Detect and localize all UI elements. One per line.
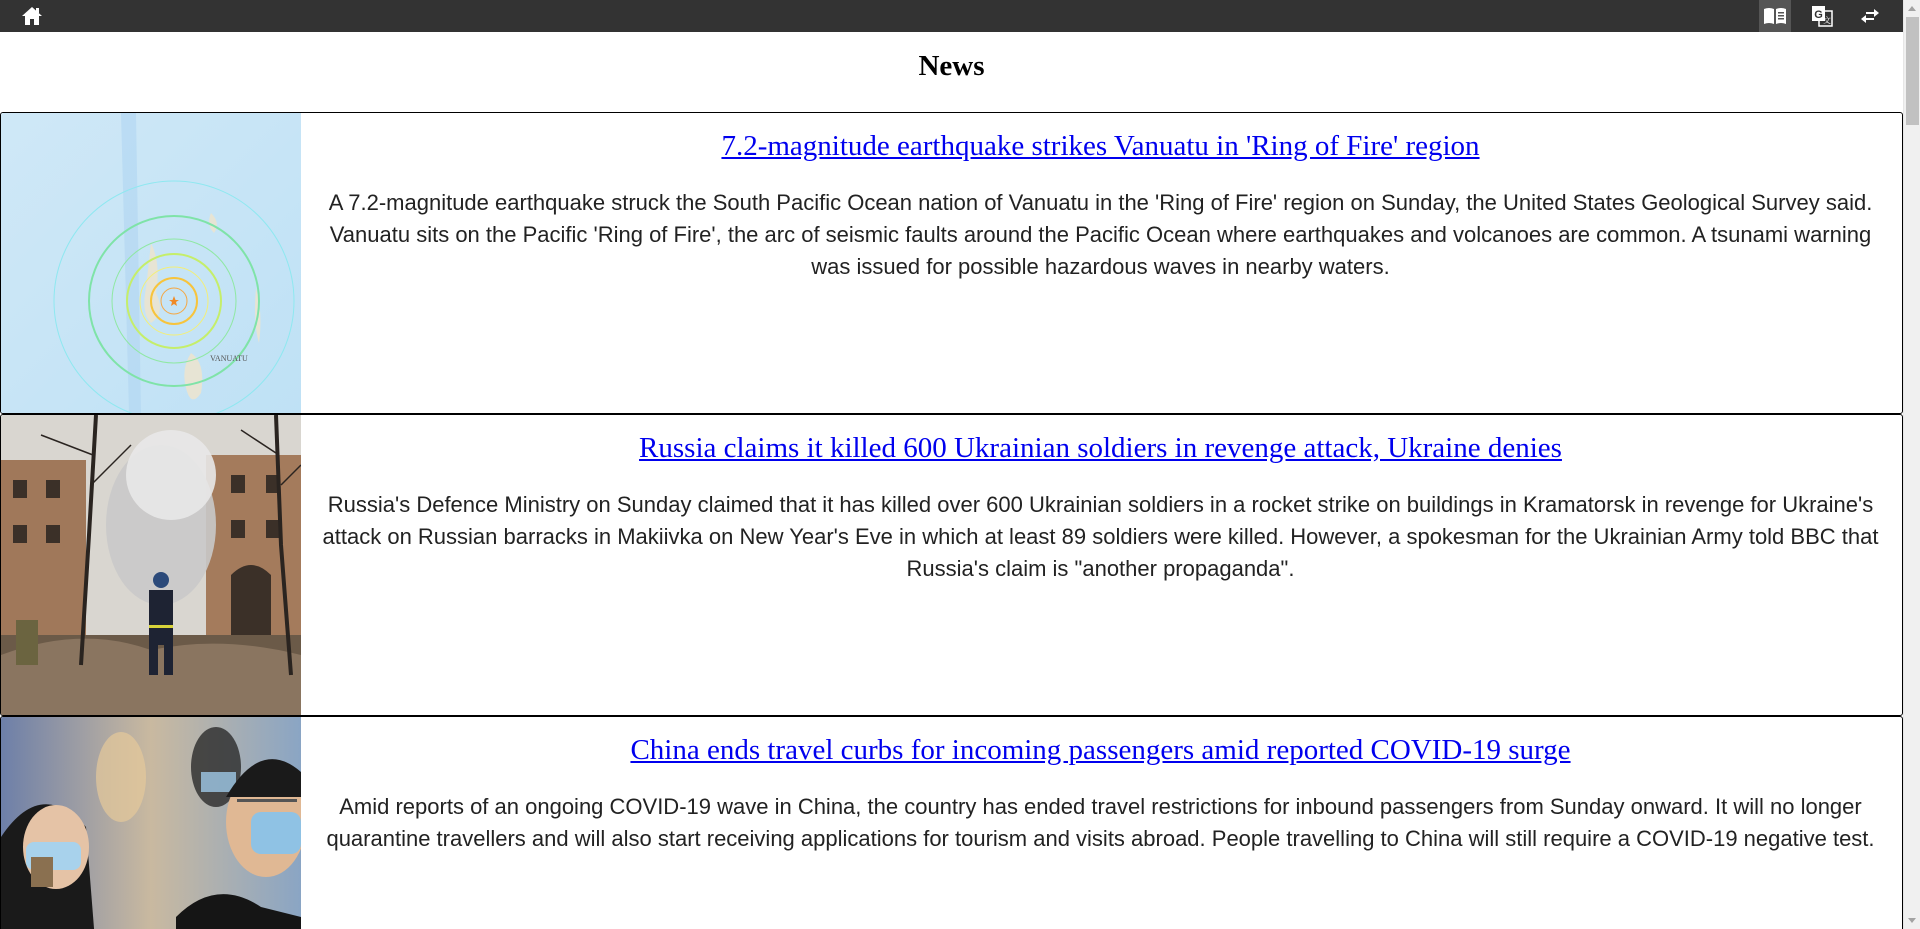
news-card bbox=[0, 414, 1903, 716]
home-button[interactable] bbox=[18, 0, 46, 32]
scroll-down-arrow-icon[interactable] bbox=[1908, 918, 1916, 923]
article-content bbox=[301, 717, 1902, 855]
svg-text:文: 文 bbox=[1823, 16, 1831, 25]
translate-button[interactable] bbox=[1806, 0, 1838, 32]
article-content bbox=[301, 415, 1902, 585]
article-image-destroyed-building[interactable] bbox=[1, 415, 301, 715]
news-card bbox=[0, 716, 1903, 929]
map-label-vanuatu: VANUATU bbox=[210, 354, 248, 363]
vertical-scrollbar[interactable] bbox=[1903, 0, 1920, 929]
reader-mode-button[interactable] bbox=[1759, 0, 1791, 32]
article-title-link[interactable]: 7.2-magnitude earthquake strikes Vanuatu in 'Ring of Fire' region bbox=[721, 130, 1480, 162]
article-image-masked-travellers[interactable] bbox=[1, 717, 301, 929]
article-summary: Russia's Defence Ministry on Sunday claimed that it has killed over 600 Ukrainian soldiers in a rocket strike on buildings in Kramatorsk in revenge for Ukraine's attack on Russian barracks in Makiivka on New Year's Eve in which at least 89 soldiers were killed. However, a spokesman for the Ukrainian Army told BBC that Russia's claim is "another propaganda". bbox=[322, 492, 1879, 581]
article-summary: A 7.2-magnitude earthquake struck the South Pacific Ocean nation of Vanuatu in the 'Ring of Fire' region on Sunday, the United States Geological Survey said. Vanuatu sits on the Pacific 'Ring of Fire', the arc of seismic faults around the Pacific Ocean where earthquakes and volcanoes are common. A tsunami warning was issued for possible hazardous waves in nearby waters. bbox=[328, 190, 1873, 279]
article-content bbox=[301, 113, 1902, 283]
page-title: News bbox=[918, 50, 985, 82]
scrollbar-thumb[interactable] bbox=[1906, 17, 1919, 125]
reader-mode-icon bbox=[1763, 7, 1787, 25]
article-title-link[interactable]: Russia claims it killed 600 Ukrainian soldiers in revenge attack, Ukraine denies bbox=[639, 432, 1562, 464]
article-image-earthquake-map[interactable] bbox=[1, 113, 301, 413]
top-toolbar bbox=[0, 0, 1903, 32]
translate-icon bbox=[1811, 5, 1833, 27]
article-summary: Amid reports of an ongoing COVID-19 wave in China, the country has ended travel restrictions for inbound passengers from Sunday onward. It will no longer quarantine travellers and will also start receiving applications for tourism and visits abroad. People travelling to China will still require a COVID-19 negative test. bbox=[326, 794, 1875, 851]
scroll-up-arrow-icon[interactable] bbox=[1908, 6, 1916, 11]
article-title-link[interactable]: China ends travel curbs for incoming passengers amid reported COVID-19 surge bbox=[630, 734, 1571, 766]
swap-arrows-icon bbox=[1860, 8, 1880, 24]
svg-text:G: G bbox=[1814, 9, 1823, 21]
news-card bbox=[0, 112, 1903, 414]
swap-button[interactable] bbox=[1854, 0, 1886, 32]
home-icon bbox=[21, 6, 43, 26]
